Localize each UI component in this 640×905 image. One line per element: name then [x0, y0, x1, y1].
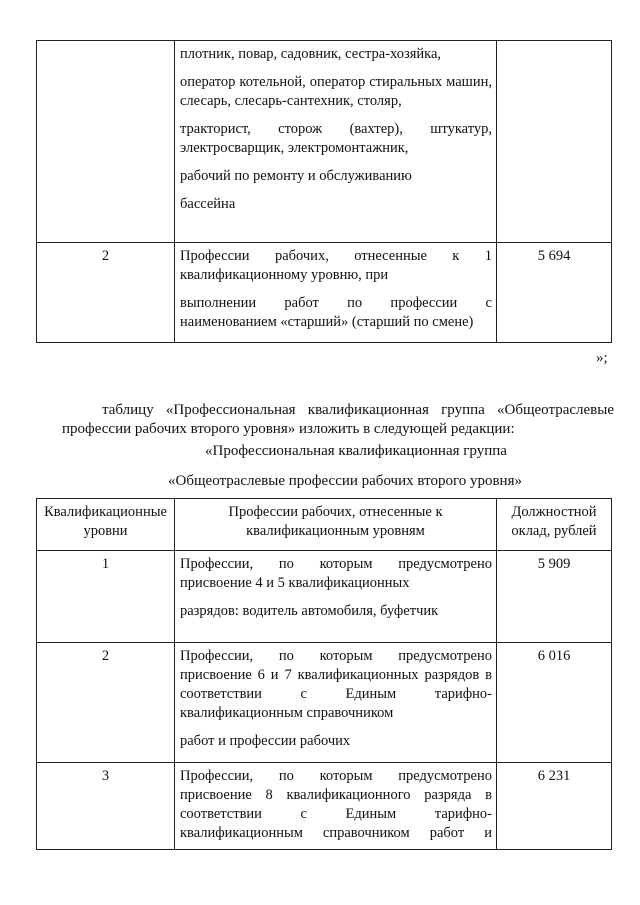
salary-cell: 5 694	[497, 243, 612, 343]
profession-paragraph: разрядов: водитель автомобиля, буфетчик	[180, 603, 439, 619]
salary-cell: 6 231	[497, 763, 612, 850]
profession-paragraph: бассейна	[180, 196, 236, 212]
table-row	[37, 41, 612, 243]
professions-cell	[175, 41, 497, 243]
profession-paragraph: Профессии, по которым предусмотрено присвоение 4 и 5 квалификационных	[180, 556, 492, 591]
professions-cell	[175, 763, 497, 850]
level-cell	[37, 41, 175, 243]
level-cell: 2	[37, 243, 175, 343]
profession-paragraph: Профессии, по которым предусмотрено присвоение 8 квалификационного разряда в соответствии с Единым тарифно-квалификационным справочником работ и	[180, 768, 492, 841]
salary-cell	[497, 41, 612, 243]
salary-cell: 6 016	[497, 643, 612, 763]
level-cell: 3	[37, 763, 175, 850]
table-title: «Общеотраслевые профессии рабочих второго уровня»	[168, 473, 522, 489]
group-title-line: «Профессиональная квалификационная группа	[205, 443, 507, 459]
table-row	[37, 763, 612, 850]
profession-paragraph: рабочий по ремонту и обслуживанию	[180, 168, 412, 184]
profession-paragraph: выполнении работ по профессии с наименованием «старший» (старший по смене)	[180, 295, 492, 330]
table-header-row	[37, 499, 612, 551]
header-salary: Должностной оклад, рублей	[497, 499, 612, 551]
salary-table	[36, 498, 612, 850]
profession-paragraph: оператор котельной, оператор стиральных машин, слесарь, слесарь-сантехник, столяр,	[180, 74, 492, 109]
table-row	[37, 551, 612, 643]
profession-paragraph: тракторист, сторож (вахтер), штукатур, электросварщик, электромонтажник,	[180, 121, 492, 156]
table-row	[37, 643, 612, 763]
profession-paragraph: плотник, повар, садовник, сестра-хозяйка,	[180, 46, 442, 62]
table-row	[37, 243, 612, 343]
professions-cell	[175, 643, 497, 763]
profession-paragraph: Профессии, по которым предусмотрено присвоение 6 и 7 квалификационных разрядов в соответствии с Единым тарифно-квалификационным справочником	[180, 648, 492, 721]
header-professions: Профессии рабочих, отнесенные к квалификационным уровням	[175, 499, 497, 551]
professions-cell	[175, 243, 497, 343]
salary-table-continued	[36, 40, 612, 343]
salary-cell: 5 909	[497, 551, 612, 643]
profession-paragraph: работ и профессии рабочих	[180, 733, 351, 749]
profession-paragraph: Профессии рабочих, отнесенные к 1 квалификационному уровню, при	[180, 248, 492, 283]
professions-cell	[175, 551, 497, 643]
level-cell: 1	[37, 551, 175, 643]
closing-quote-mark: »;	[596, 350, 608, 366]
level-cell: 2	[37, 643, 175, 763]
header-level: Квалификационные уровни	[37, 499, 175, 551]
amendment-intro-text: таблицу «Профессиональная квалификационная группа «Общеотраслевые профессии рабочих второго уровня» изложить в следующей редакции:	[62, 402, 614, 437]
